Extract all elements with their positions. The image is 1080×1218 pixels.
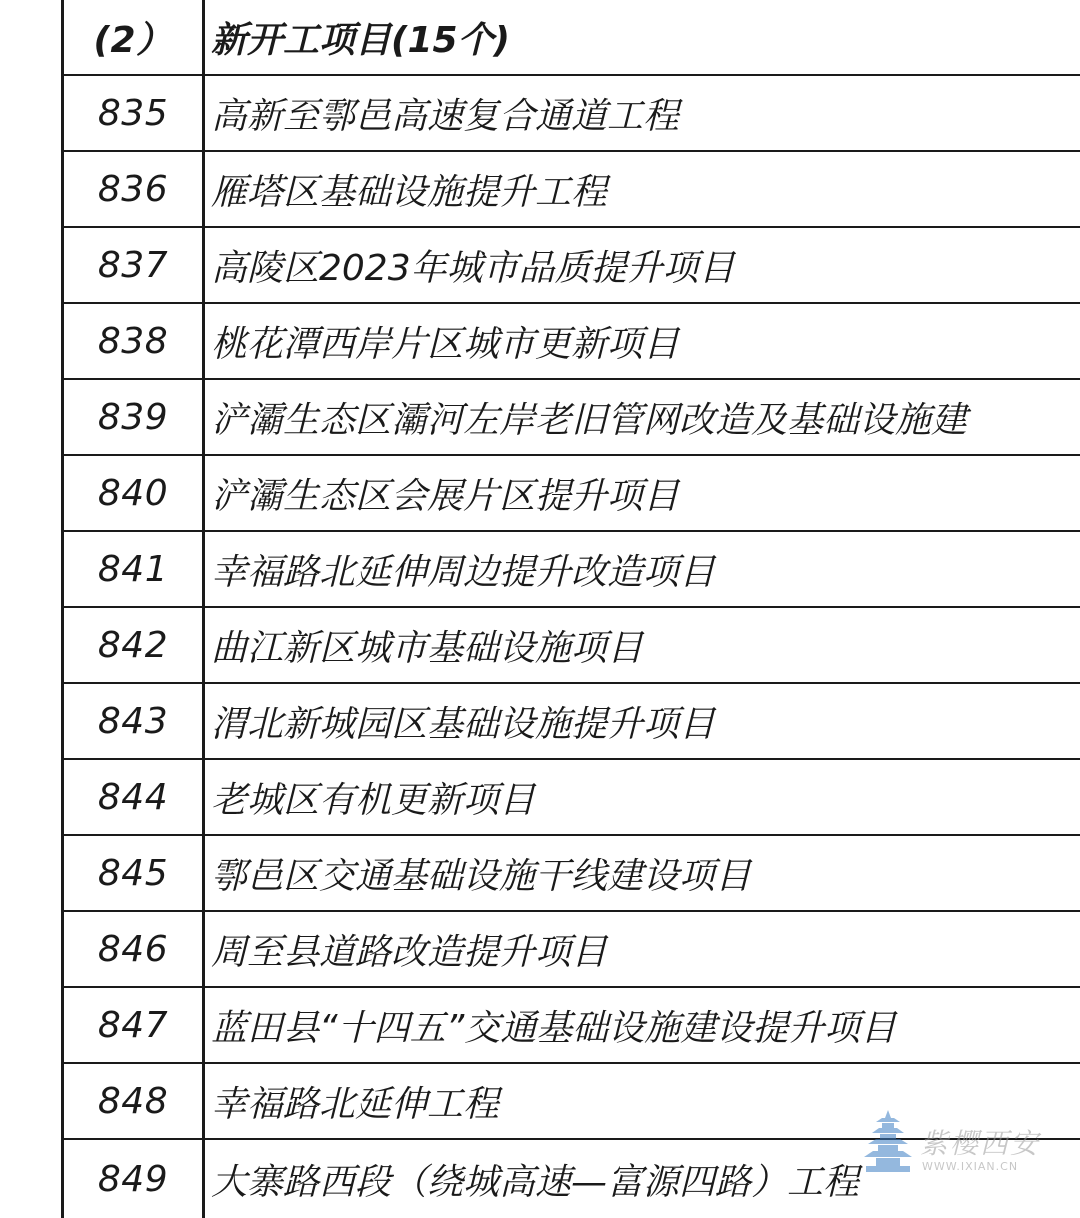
project-name: 蓝田县“十四五”交通基础设施建设提升项目 <box>211 1007 897 1049</box>
table-header-row <box>64 0 1080 76</box>
watermark-url: WWW.IXIAN.CN <box>922 1160 1019 1173</box>
project-number: 838 <box>64 304 205 378</box>
project-number: 843 <box>64 684 205 758</box>
project-name: 大寨路西段（绕城高速—富源四路）工程 <box>211 1161 860 1203</box>
project-number: 835 <box>64 76 205 150</box>
project-number: 848 <box>64 1064 205 1138</box>
project-name: 浐灞生态区灞河左岸老旧管网改造及基础设施建 <box>211 399 968 441</box>
project-name: 老城区有机更新项目 <box>211 779 536 821</box>
table-row <box>64 304 1080 380</box>
table-row <box>64 836 1080 912</box>
project-name: 渭北新城园区基础设施提升项目 <box>211 703 716 745</box>
project-name: 幸福路北延伸工程 <box>211 1083 500 1125</box>
table-row <box>64 912 1080 988</box>
project-number: 839 <box>64 380 205 454</box>
project-name: 浐灞生态区会展片区提升项目 <box>211 475 680 517</box>
project-name: 周至县道路改造提升项目 <box>211 931 608 973</box>
table-row <box>64 456 1080 532</box>
table-row <box>64 228 1080 304</box>
site-watermark <box>860 1108 1060 1178</box>
project-number: 845 <box>64 836 205 910</box>
project-number: 836 <box>64 152 205 226</box>
project-number: 842 <box>64 608 205 682</box>
project-name: 雁塔区基础设施提升工程 <box>211 171 608 213</box>
project-table <box>61 0 1080 1218</box>
project-number: 849 <box>64 1140 205 1218</box>
project-number: 847 <box>64 988 205 1062</box>
project-name: 高新至鄠邑高速复合通道工程 <box>211 95 680 137</box>
table-row <box>64 760 1080 836</box>
table-row <box>64 76 1080 152</box>
section-number: (2） <box>64 0 205 74</box>
section-title: 新开工项目(15个) <box>211 19 511 61</box>
table-row <box>64 152 1080 228</box>
table-row <box>64 608 1080 684</box>
project-name: 桃花潭西岸片区城市更新项目 <box>211 323 680 365</box>
project-number: 837 <box>64 228 205 302</box>
watermark-text: 紫樱西安 <box>920 1127 1041 1160</box>
project-name: 幸福路北延伸周边提升改造项目 <box>211 551 716 593</box>
table-row <box>64 532 1080 608</box>
project-name: 鄠邑区交通基础设施干线建设项目 <box>211 855 752 897</box>
project-name: 曲江新区城市基础设施项目 <box>211 627 644 669</box>
table-row <box>64 380 1080 456</box>
table-row <box>64 684 1080 760</box>
project-name: 高陵区2023年城市品质提升项目 <box>211 247 735 289</box>
pagoda-tower-icon <box>860 1108 916 1174</box>
project-number: 844 <box>64 760 205 834</box>
project-number: 840 <box>64 456 205 530</box>
project-number: 841 <box>64 532 205 606</box>
table-row <box>64 988 1080 1064</box>
project-number: 846 <box>64 912 205 986</box>
